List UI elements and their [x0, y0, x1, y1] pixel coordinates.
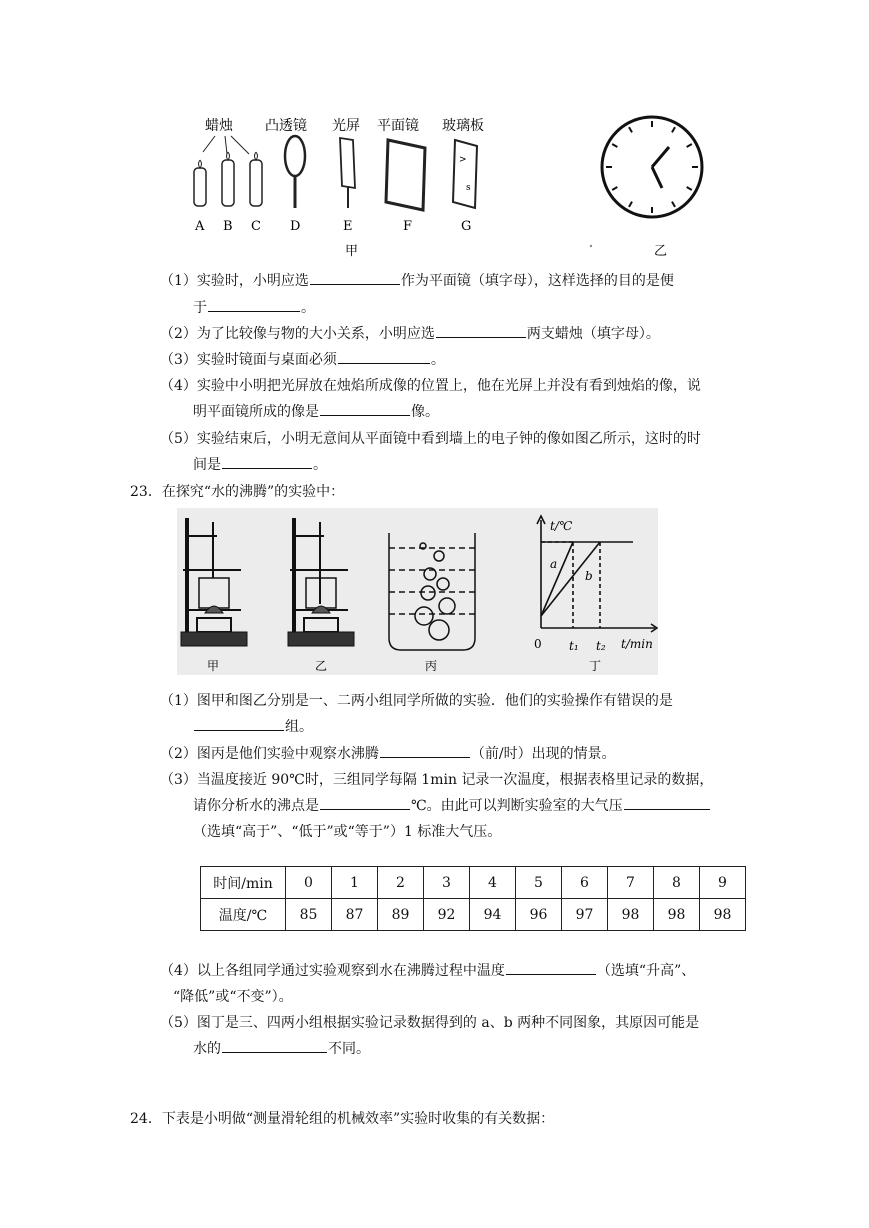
- graph-origin: 0: [534, 637, 542, 651]
- letter-e: E: [343, 219, 353, 234]
- q23-title: 23．在探究“水的沸腾”的实验中：: [130, 484, 345, 500]
- table-cell: 9: [700, 867, 746, 899]
- letter-f: F: [403, 219, 413, 234]
- q22-item-3: （3）实验时镜面与桌面必须 。: [160, 349, 445, 369]
- label-lens: 凸透镜: [265, 118, 307, 134]
- answer-blank[interactable]: [222, 454, 312, 469]
- letter-d: D: [290, 219, 301, 234]
- graph-x-label: t/min: [621, 637, 653, 651]
- label-screen: 光屏: [332, 118, 360, 134]
- label-glass: 玻璃板: [442, 118, 484, 134]
- apparatus-yi: [288, 518, 354, 646]
- answer-blank[interactable]: [338, 349, 430, 364]
- table-cell: 4: [470, 867, 516, 899]
- letter-c: C: [251, 219, 261, 234]
- q23-item-5-line1: （5）图丁是三、四两小组根据实验记录数据得到的 a、b 两种不同图象，其原因可能是: [160, 1015, 700, 1031]
- table-cell: 98: [700, 899, 746, 931]
- clock-tick: [672, 202, 675, 207]
- clock-tick: [687, 187, 692, 190]
- graph-y-label: t/℃: [550, 519, 573, 533]
- q23-item-2: （2）图丙是他们实验中观察水沸腾 （前/时）出现的情景。: [160, 743, 616, 763]
- figure-boiling-experiment: [177, 508, 658, 675]
- clock-tick: [612, 144, 617, 147]
- table-cell: 96: [516, 899, 562, 931]
- table-cell: 2: [378, 867, 424, 899]
- caption-bing: 丙: [425, 659, 438, 673]
- q22-item-4-line1: （4）实验中小明把光屏放在烛焰所成像的位置上，他在光屏上并没有看到烛焰的像，说: [160, 378, 701, 394]
- light-screen-e: [340, 138, 355, 208]
- answer-blank[interactable]: [310, 270, 400, 285]
- figure-apparatus: [185, 110, 705, 260]
- label-candle: 蜡烛: [205, 118, 233, 134]
- candle-b: [222, 152, 234, 206]
- table-cell: 3: [424, 867, 470, 899]
- clock-tick: [629, 202, 632, 207]
- q22-item-1-line1: （1）实验时，小明应选 作为平面镜（填字母），这样选择的目的是便: [160, 270, 674, 290]
- caption-jia: 甲: [207, 659, 220, 673]
- caption-yi: 乙: [654, 244, 668, 259]
- temperature-graph: [537, 516, 657, 632]
- table-cell: 8: [654, 867, 700, 899]
- clock-tick: [687, 144, 692, 147]
- apparatus-jia: [181, 518, 247, 646]
- graph-line-b: b: [585, 569, 593, 583]
- answer-blank[interactable]: [624, 795, 710, 810]
- letter-a: A: [195, 219, 205, 234]
- graph-t2: t₂: [596, 639, 606, 653]
- answer-blank[interactable]: [320, 795, 410, 810]
- clock-icon: [602, 117, 702, 217]
- q23-item-5-line2: 水的 不同。: [193, 1038, 370, 1058]
- answer-blank[interactable]: [506, 960, 596, 975]
- table-row: [201, 899, 746, 931]
- letter-b: B: [223, 219, 233, 234]
- table-cell: 98: [654, 899, 700, 931]
- table-header-temp: 温度/℃: [201, 899, 286, 931]
- clock-tick: [612, 187, 617, 190]
- beaker-bubbles: [389, 533, 475, 650]
- table-cell: 94: [470, 899, 516, 931]
- table-header-time: 时间/min: [201, 867, 286, 899]
- clock-tick: [629, 127, 632, 132]
- table-cell: 5: [516, 867, 562, 899]
- q23-item-4-line1: （4）以上各组同学通过实验观察到水在沸腾过程中温度 （选填“升高”、: [160, 960, 695, 980]
- answer-blank[interactable]: [320, 401, 410, 416]
- label-mirror: 平面镜: [377, 118, 419, 134]
- q22-item-5-line2: 间是 。: [193, 454, 327, 474]
- graph-line-a: a: [550, 557, 558, 571]
- table-cell: 97: [562, 899, 608, 931]
- q23-item-3-line1: （3）当温度接近 90℃时，三组同学每隔 1min 记录一次温度，根据表格里记录的数据，: [160, 772, 714, 788]
- q22-item-4-line2: 明平面镜所成的像是 像。: [193, 401, 439, 421]
- svg-text:s: s: [466, 183, 471, 193]
- table-cell: 89: [378, 899, 424, 931]
- clock-tick: [672, 127, 675, 132]
- table-cell: 87: [332, 899, 378, 931]
- q22-item-5-line1: （5）实验结束后，小明无意间从平面镜中看到墙上的电子钟的像如图乙所示，这时的时: [160, 431, 701, 447]
- q23-item-1-line2: 组。: [193, 716, 313, 736]
- q23-item-1-line1: （1）图甲和图乙分别是一、二两小组同学所做的实验．他们的实验操作有错误的是: [160, 693, 673, 709]
- glass-plate-g: [453, 140, 477, 208]
- table-cell: 7: [608, 867, 654, 899]
- candle-c: [250, 152, 262, 206]
- svg-text:>: >: [459, 155, 467, 165]
- table-cell: 98: [608, 899, 654, 931]
- table-row: [201, 867, 746, 899]
- answer-blank[interactable]: [380, 743, 470, 758]
- q23-item-4-line2: “降低”或“不变”）。: [173, 989, 293, 1005]
- table-cell: 92: [424, 899, 470, 931]
- answer-blank[interactable]: [194, 716, 284, 731]
- q22-item-1-line2: 于 。: [193, 297, 315, 317]
- answer-blank[interactable]: [436, 323, 526, 338]
- q23-item-3-line3: （选填“高于”、“低于”或“等于”）1 标准大气压。: [193, 824, 502, 840]
- convex-lens-d: [285, 136, 305, 208]
- temperature-table: [200, 866, 746, 931]
- caption-ding: 丁: [589, 659, 602, 673]
- graph-t1: t₁: [569, 639, 579, 653]
- q24-title: 24．下表是小明做“测量滑轮组的机械效率”实验时收集的有关数据：: [130, 1111, 555, 1127]
- letter-g: G: [461, 219, 472, 234]
- answer-blank[interactable]: [222, 1038, 327, 1053]
- q23-item-3-line2: 请你分析水的沸点是 ℃。由此可以判断实验室的大气压: [193, 795, 711, 815]
- plane-mirror-f: [386, 140, 425, 210]
- table-cell: 1: [332, 867, 378, 899]
- caption-jia: 甲: [345, 244, 359, 259]
- q22-item-2: （2）为了比较像与物的大小关系，小明应选 两支蜡烛（填字母）。: [160, 323, 660, 343]
- table-cell: 6: [562, 867, 608, 899]
- answer-blank[interactable]: [208, 297, 300, 312]
- caption-yi: 乙: [315, 659, 328, 673]
- table-cell: 85: [286, 899, 332, 931]
- candle-a: [194, 160, 206, 206]
- table-cell: 0: [286, 867, 332, 899]
